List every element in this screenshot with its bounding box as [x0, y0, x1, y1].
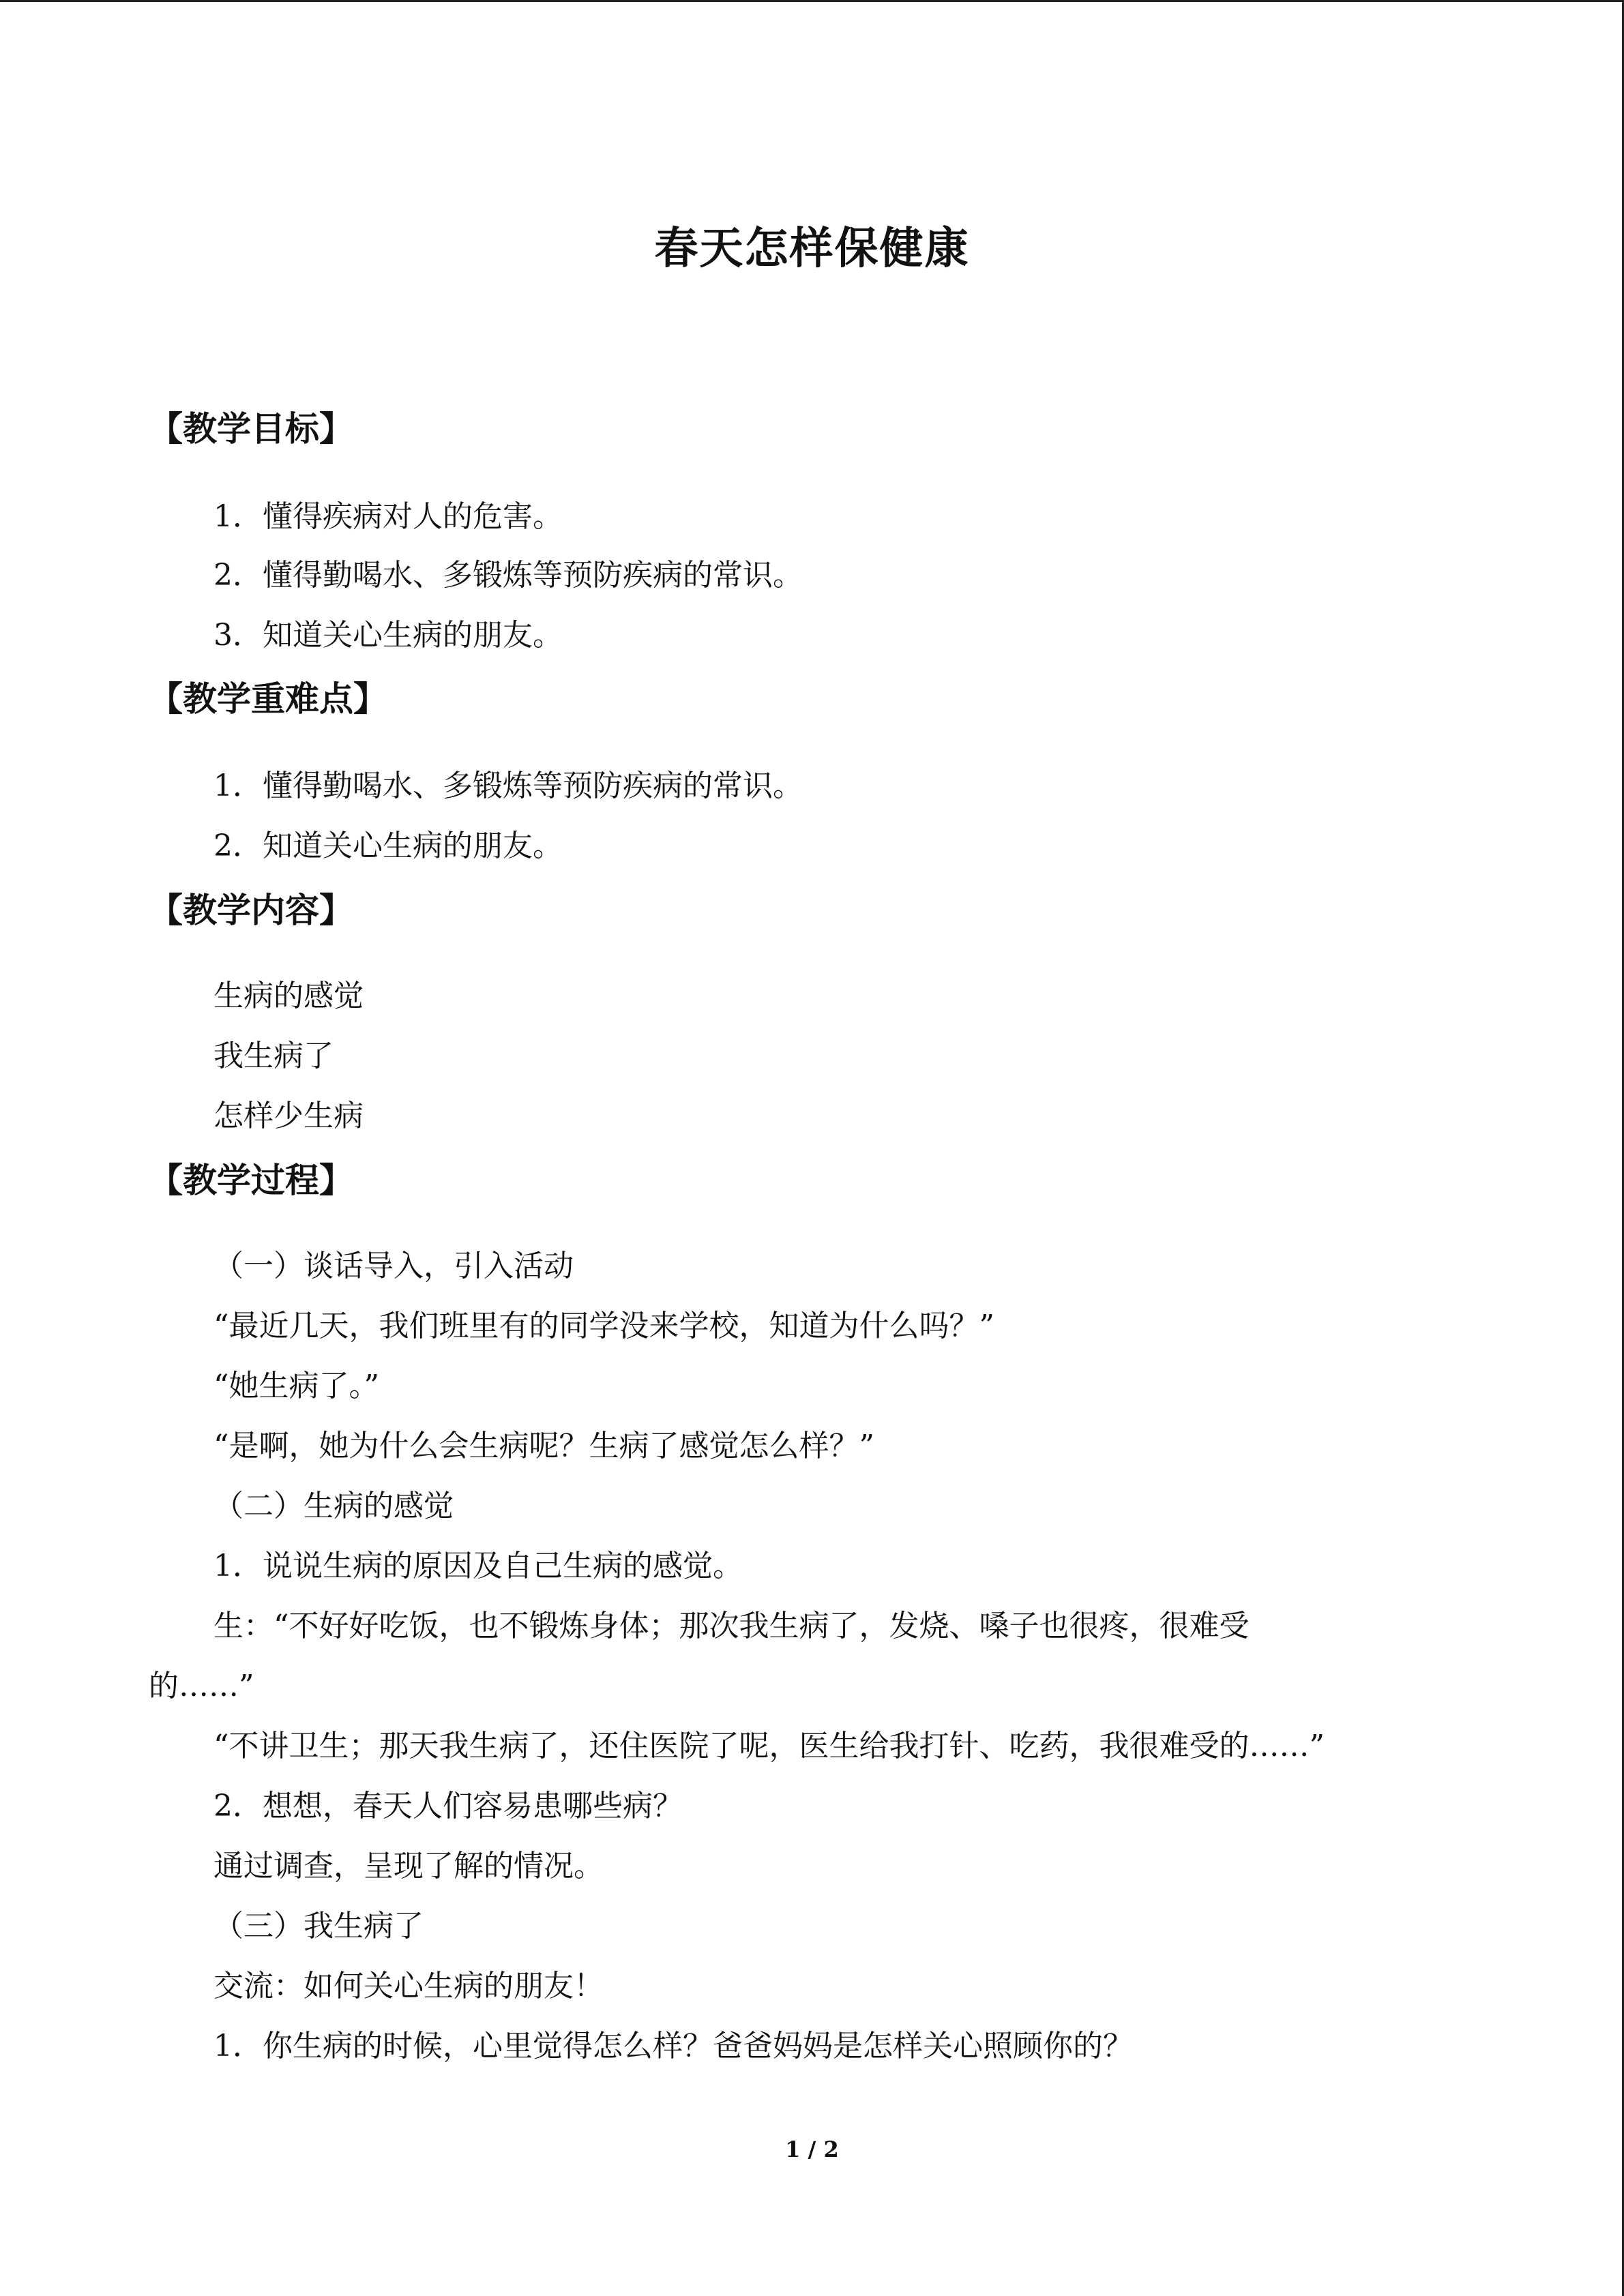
- objective-item: 3．知道关心生病的朋友。: [213, 618, 563, 653]
- process-line: 生：“不好好吃饭，也不锻炼身体；那次我生病了，发烧、嗓子也很疼，很难受: [213, 1609, 1250, 1643]
- objective-item: 1．懂得疾病对人的危害。: [213, 499, 563, 534]
- process-line: “不讲卫生；那天我生病了，还住医院了呢，医生给我打针、吃药，我很难受的……”: [213, 1729, 1325, 1763]
- section-heading-key-points: 【教学重难点】: [149, 679, 387, 719]
- process-line-continuation: 的……”: [149, 1669, 254, 1703]
- page-number: 1 / 2: [785, 2136, 839, 2162]
- process-line: （三）我生病了: [213, 1909, 424, 1943]
- process-line: （一）谈话导入，引入活动: [213, 1249, 574, 1283]
- section-heading-process: 【教学过程】: [149, 1160, 353, 1200]
- process-line: 通过调查，呈现了解的情况。: [213, 1849, 604, 1883]
- process-line: 交流：如何关心生病的朋友！: [213, 1969, 604, 2003]
- process-line: 2．想想，春天人们容易患哪些病？: [213, 1789, 683, 1823]
- key-point-item: 1．懂得勤喝水、多锻炼等预防疾病的常识。: [213, 769, 803, 803]
- process-line: 1．说说生病的原因及自己生病的感觉。: [213, 1549, 743, 1583]
- process-line: “是啊，她为什么会生病呢？生病了感觉怎么样？”: [213, 1429, 874, 1463]
- process-line: 1．你生病的时候，心里觉得怎么样？爸爸妈妈是怎样关心照顾你的？: [213, 2029, 1133, 2063]
- content-item: 我生病了: [213, 1039, 334, 1073]
- content-item: 怎样少生病: [213, 1099, 364, 1133]
- document-title: 春天怎样保健康: [654, 223, 970, 274]
- objective-item: 2．懂得勤喝水、多锻炼等预防疾病的常识。: [213, 558, 803, 593]
- section-heading-objectives: 【教学目标】: [149, 408, 353, 449]
- process-line: “最近几天，我们班里有的同学没来学校，知道为什么吗？”: [213, 1309, 994, 1343]
- content-item: 生病的感觉: [213, 979, 364, 1013]
- key-point-item: 2．知道关心生病的朋友。: [213, 829, 563, 863]
- process-line: （二）生病的感觉: [213, 1489, 454, 1523]
- section-heading-content: 【教学内容】: [149, 890, 353, 930]
- process-line: “她生病了。”: [213, 1369, 379, 1403]
